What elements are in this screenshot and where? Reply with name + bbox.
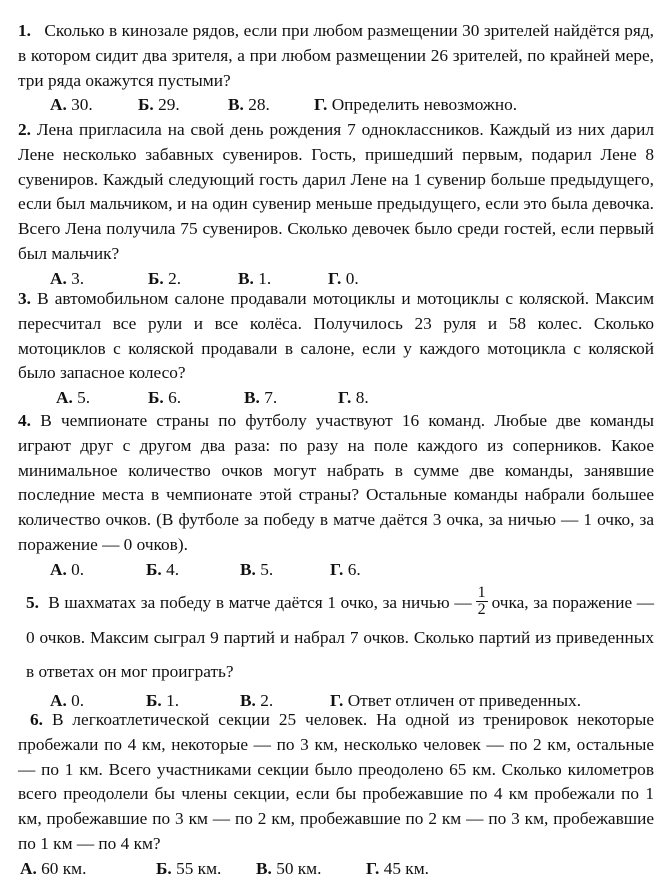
problem-6-answers: [18, 857, 654, 882]
answer-option: Б. 29.: [138, 95, 180, 115]
problem-6-body: В легкоатлетической секции 25 человек. На одной из тренировок некоторые пробежали по 4 км, некоторые — по 3 км, несколько человек — по 2 км, остальные — по 1 км. Всего участниками секции было преодолено 65 км. Сколько километров всего преодолели бы члены секции, если бы пробежавшие по 4 км пробежали по 1 км, пробежавшие по 3 км — по 2 км, пробежавшие по 2 км — по 3 км, пробежавшие по 1 км — по 4 км?: [18, 710, 654, 853]
problem-1-answers: [18, 93, 654, 118]
problem-6: [18, 708, 654, 882]
problem-1: [18, 19, 654, 118]
problem-4-body: В чемпионате страны по футболу участвуют 16 команд. Любые две команды играют друг с другом два раза: по разу на поле каждого из соперников. Какое минимальное количество очков могут набрать в сумме две команды, занявшие последние места в чемпионате этой страны? Остальные команды набрали большее количество очков. (В футболе за победу в матче даётся 3 очка, за ничью — 1 очко, за поражение — 0 очков).: [18, 411, 654, 554]
problem-3: [18, 287, 654, 411]
answer-option: А. 5.: [56, 388, 91, 408]
one-half-fraction: [476, 585, 488, 618]
answer-option: Г. Определить невозможно.: [314, 95, 518, 115]
answer-option: Б. 55 км.: [156, 858, 222, 878]
answer-option: Б. 1.: [146, 690, 180, 710]
problem-1-body: Сколько в кинозале рядов, если при любом размещении 30 зрителей найдётся ряд, в котором сидит два зрителя, а при любом размещении 26 зрителей, по крайней мере, три ряда окажутся пустыми?: [18, 21, 654, 90]
problem-5-first-line: [18, 583, 655, 689]
problem-1-number: 1.: [18, 21, 31, 40]
problem-4-number: 4.: [18, 411, 31, 430]
problem-6-text: [18, 708, 654, 857]
answer-option: Г. 45 км.: [366, 858, 429, 878]
answer-option: В. 2.: [240, 690, 274, 710]
problem-2-number: 2.: [18, 120, 31, 139]
answer-option: В. 50 км.: [256, 858, 322, 878]
problem-5-body-before: В шахматах за победу в матче даётся 1 очко, за ничью —: [48, 593, 472, 612]
answer-option: Б. 6.: [148, 388, 182, 408]
answer-option: А. 60 км.: [20, 858, 87, 878]
problem-3-text: [18, 287, 654, 386]
problem-4-answers: [18, 558, 654, 583]
answer-option: Б. 2.: [148, 268, 182, 288]
answer-option: А. 0.: [50, 690, 85, 710]
answer-option: А. 0.: [50, 559, 85, 579]
problem-3-answers: [18, 386, 654, 411]
problem-5-body-after: очка, за поражение — 0 очков. Максим сыграл 9 партий и набрал 7 очков. Сколько партий из приведенных в ответах он мог проиграть?: [26, 593, 655, 681]
answer-option: В. 5.: [240, 559, 274, 579]
problem-1-text: [18, 19, 654, 93]
answer-option: В. 7.: [244, 388, 278, 408]
fraction-denominator: 2: [477, 600, 486, 618]
answer-option: Г. 8.: [338, 388, 369, 408]
answer-option: В. 1.: [238, 268, 272, 288]
problem-4-text: [18, 409, 654, 558]
answer-option: Г. Ответ отличен от приведенных.: [330, 690, 582, 710]
answer-option: Г. 0.: [328, 268, 359, 288]
problem-5-number: 5.: [26, 593, 39, 612]
problem-4: [18, 409, 654, 583]
problem-3-number: 3.: [18, 289, 31, 308]
problem-2-body: Лена пригласила на свой день рождения 7 одноклассников. Каждый из них дарил Лене несколько забавных сувениров. Гость, пришедший первым, подарил Лене 8 сувениров. Каждый следующий гость дарил Лене на 1 сувенир больше предыдущего, если был мальчиком, и на один сувенир меньше предыдущего, если это была девочка. Всего Лена получила 75 сувениров. Сколько девочек было среди гостей, если первый был мальчик?: [18, 120, 654, 263]
problem-6-number: 6.: [30, 710, 43, 729]
answer-option: Б. 4.: [146, 559, 180, 579]
problem-3-body: В автомобильном салоне продавали мотоциклы и мотоциклы с коляской. Максим пересчитал все рули и все колёса. Получилось 23 руля и 58 колес. Сколько мотоциклов с коляской продавали в салоне, если у каждого мотоцикла с коляской было запасное колесо?: [18, 289, 655, 383]
answer-option: В. 28.: [228, 95, 270, 115]
problem-5: [18, 583, 655, 713]
answer-option: Г. 6.: [330, 559, 361, 579]
answer-option: А. 30.: [50, 95, 93, 115]
answer-option: А. 3.: [50, 268, 85, 288]
fraction-numerator: 1: [477, 583, 486, 601]
problem-2: [18, 118, 654, 292]
problem-2-text: [18, 118, 654, 267]
